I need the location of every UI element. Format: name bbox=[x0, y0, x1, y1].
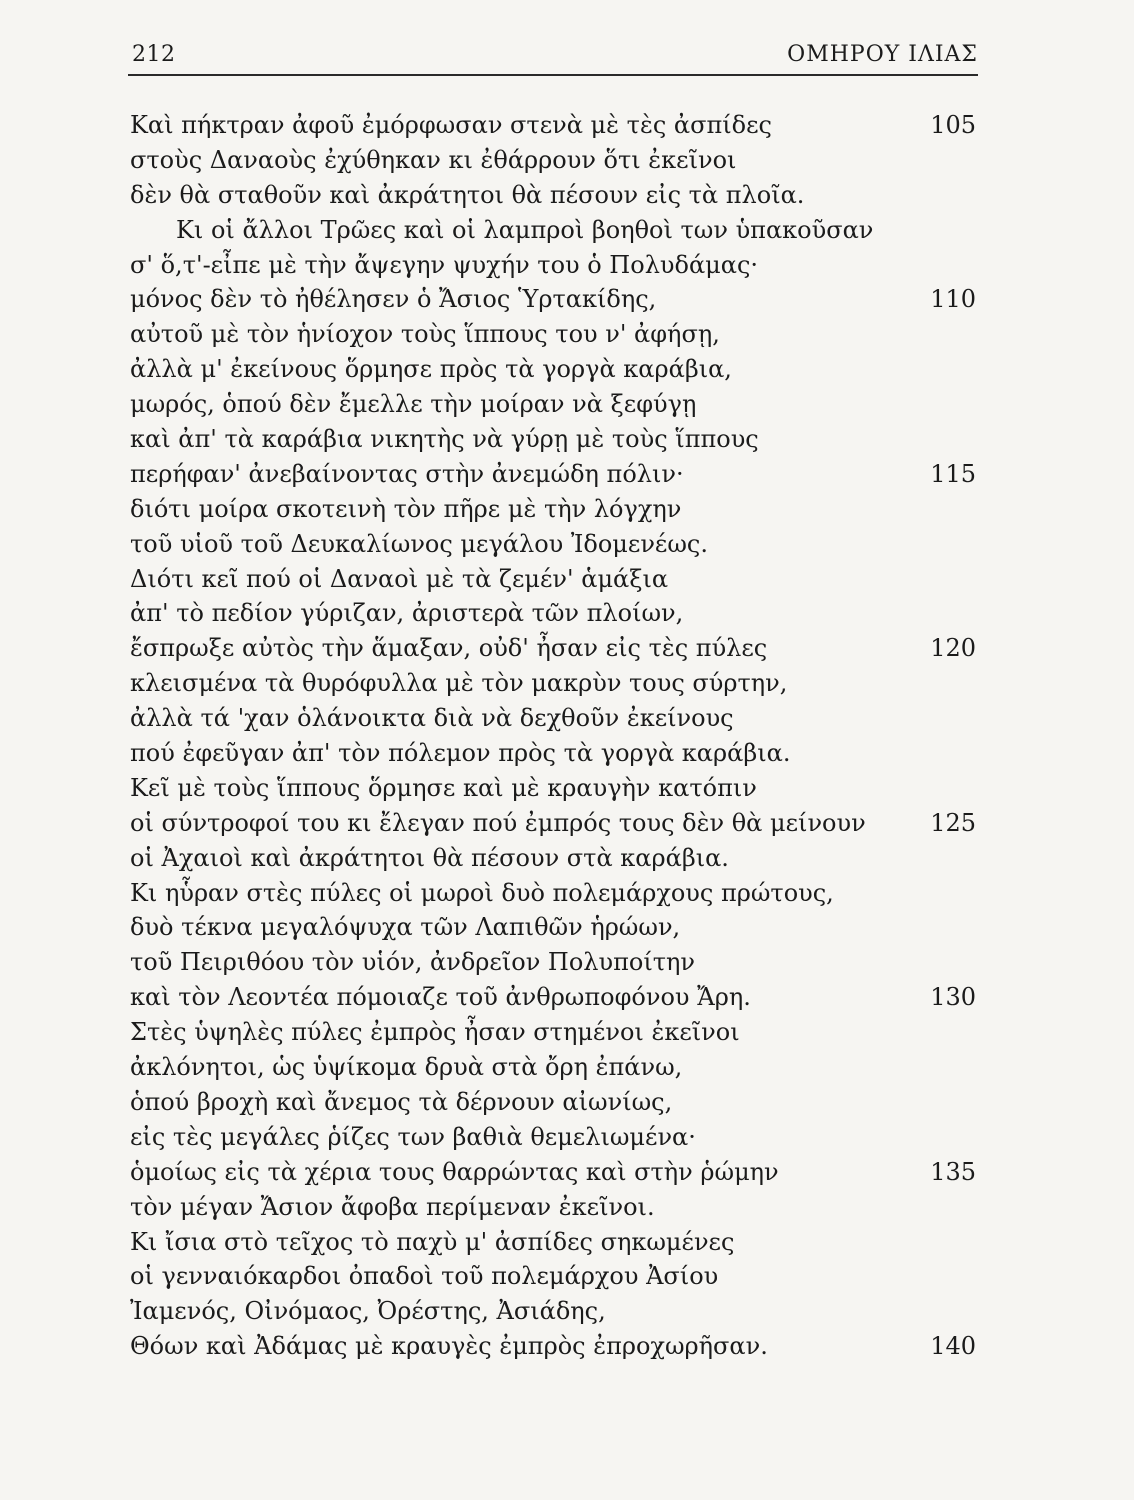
line-number: 140 bbox=[930, 1332, 976, 1361]
verse-line bbox=[130, 457, 976, 492]
verse-line bbox=[130, 701, 976, 736]
verse-text: στοὺς Δαναοὺς ἐχύθηκαν κι ἐθάρρουν ὅτι ἐκεῖνοι bbox=[130, 145, 737, 174]
verse-line bbox=[130, 980, 976, 1015]
verse-line bbox=[130, 387, 976, 422]
verse-line bbox=[130, 213, 976, 248]
line-number: 105 bbox=[930, 111, 976, 139]
verse-list bbox=[130, 108, 976, 1364]
running-title: ΟΜΗΡΟΥ ΙΛΙΑΣ bbox=[787, 42, 978, 67]
verse-text: οἱ Ἀχαιοὶ καὶ ἀκράτητοι θὰ πέσουν στὰ καράβια. bbox=[130, 843, 729, 872]
verse-text: Κι οἱ ἄλλοι Τρῶες καὶ οἱ λαμπροὶ βοηθοὶ των ὑπακοῦσαν bbox=[176, 215, 874, 244]
verse-line bbox=[130, 317, 976, 352]
verse-line bbox=[130, 1225, 976, 1260]
verse-text: Θόων καὶ Ἀδάμας μὲ κραυγὲς ἐμπρὸς ἐπροχωρῆσαν. bbox=[130, 1332, 768, 1361]
verse-text: τὸν μέγαν Ἄσιον ἄφοβα περίμεναν ἐκεῖνοι. bbox=[130, 1192, 655, 1221]
verse-line bbox=[130, 910, 976, 945]
verse-text: σ' ὅ,τ'-εἶπε μὲ τὴν ἄψεγην ψυχήν του ὁ Πολυδάμας· bbox=[130, 250, 759, 279]
verse-text: ὁπού βροχὴ καὶ ἄνεμος τὰ δέρνουν αἰωνίως, bbox=[130, 1087, 673, 1116]
verse-text: Κεῖ μὲ τοὺς ἵππους ὅρμησε καὶ μὲ κραυγὴν κατόπιν bbox=[130, 773, 757, 802]
verse-line bbox=[130, 771, 976, 806]
verse-text: τοῦ υἱοῦ τοῦ Δευκαλίωνος μεγάλου Ἰδομενέως. bbox=[130, 529, 708, 558]
verse-text: ἀλλὰ τά 'χαν ὁλάνοικτα διὰ νὰ δεχθοῦν ἐκείνους bbox=[130, 704, 734, 733]
verse-text: ὁμοίως εἰς τὰ χέρια τους θαρρώντας καὶ στὴν ῥώμην bbox=[130, 1157, 779, 1186]
verse-line bbox=[130, 841, 976, 876]
verse-text: αὐτοῦ μὲ τὸν ἡνίοχον τοὺς ἵππους του ν' ἀφήσῃ, bbox=[130, 320, 720, 349]
verse-line bbox=[130, 1050, 976, 1085]
verse-line bbox=[130, 1329, 976, 1364]
verse-line bbox=[130, 596, 976, 631]
verse-text: Κι ἴσια στὸ τεῖχος τὸ παχὺ μ' ἀσπίδες σηκωμένες bbox=[130, 1227, 735, 1256]
verse-text: ἀπ' τὸ πεδίον γύριζαν, ἀριστερὰ τῶν πλοίων, bbox=[130, 599, 684, 628]
verse-line bbox=[130, 248, 976, 283]
verse-text: ἀκλόνητοι, ὡς ὑψίκομα δρυὰ στὰ ὄρη ἐπάνω, bbox=[130, 1053, 683, 1082]
verse-line bbox=[130, 876, 976, 911]
verse-text: ἔσπρωξε αὐτὸς τὴν ἅμαξαν, οὐδ' ἦσαν εἰς τὲς πύλες bbox=[130, 634, 768, 663]
verse-line bbox=[130, 1190, 976, 1225]
header-rule bbox=[128, 74, 978, 76]
verse-line bbox=[130, 282, 976, 317]
line-number: 110 bbox=[930, 285, 976, 314]
line-number: 115 bbox=[930, 459, 976, 488]
verse-text: δὲν θὰ σταθοῦν καὶ ἀκράτητοι θὰ πέσουν εἰς τὰ πλοῖα. bbox=[130, 180, 805, 209]
verse-line bbox=[130, 1294, 976, 1329]
line-number: 130 bbox=[930, 983, 976, 1012]
page-header bbox=[128, 34, 978, 74]
verse-line bbox=[130, 352, 976, 387]
verse-text: ἀλλὰ μ' ἐκείνους ὅρμησε πρὸς τὰ γοργὰ καράβια, bbox=[130, 355, 732, 384]
verse-line bbox=[130, 562, 976, 597]
verse-text: πού ἐφεῦγαν ἀπ' τὸν πόλεμον πρὸς τὰ γοργὰ καράβια. bbox=[130, 739, 791, 768]
verse-line bbox=[130, 806, 976, 841]
verse-text: μωρός, ὁπού δὲν ἔμελλε τὴν μοίραν νὰ ξεφύγῃ bbox=[130, 390, 697, 419]
verse-text: Καὶ πήκτραν ἀφοῦ ἐμόρφωσαν στενὰ μὲ τὲς ἀσπίδες bbox=[130, 111, 772, 139]
page-number: 212 bbox=[132, 42, 176, 67]
verse-text: Στὲς ὑψηλὲς πύλες ἐμπρὸς ἦσαν στημένοι ἐκεῖνοι bbox=[130, 1018, 740, 1047]
verse-line bbox=[130, 666, 976, 701]
verse-text: Κι ηὗραν στὲς πύλες οἱ μωροὶ δυὸ πολεμάρχους πρώτους, bbox=[130, 878, 834, 907]
line-number: 125 bbox=[930, 808, 976, 837]
verse-text: εἰς τὲς μεγάλες ῥίζες των βαθιὰ θεμελιωμένα· bbox=[130, 1122, 696, 1151]
verse-line bbox=[130, 1085, 976, 1120]
line-number: 135 bbox=[930, 1157, 976, 1186]
verse-line bbox=[130, 1155, 976, 1190]
verse-text: μόνος δὲν τὸ ἠθέλησεν ὁ Ἄσιος Ὑρτακίδης, bbox=[130, 285, 657, 314]
verse-line bbox=[130, 422, 976, 457]
line-number: 120 bbox=[930, 634, 976, 663]
verse-line bbox=[130, 736, 976, 771]
verse-line bbox=[130, 108, 976, 143]
verse-text: καὶ τὸν Λεοντέα πόμοιαζε τοῦ ἀνθρωποφόνου Ἄρη. bbox=[130, 983, 751, 1012]
verse-text: καὶ ἀπ' τὰ καράβια νικητὴς νὰ γύρῃ μὲ τοὺς ἵππους bbox=[130, 425, 759, 454]
verse-text: διότι μοίρα σκοτεινὴ τὸν πῆρε μὲ τὴν λόγχην bbox=[130, 494, 682, 523]
verse-text: περήφαν' ἀνεβαίνοντας στὴν ἀνεμώδη πόλιν· bbox=[130, 459, 684, 488]
verse-line bbox=[130, 178, 976, 213]
verse-line bbox=[130, 527, 976, 562]
verse-text: οἱ σύντροφοί του κι ἔλεγαν πού ἐμπρός τους δὲν θὰ μείνουν bbox=[130, 808, 866, 837]
verse-text: δυὸ τέκνα μεγαλόψυχα τῶν Λαπιθῶν ἡρώων, bbox=[130, 913, 681, 942]
verse-line bbox=[130, 631, 976, 666]
verse-text: Διότι κεῖ πού οἱ Δαναοὶ μὲ τὰ ζεμέν' ἁμάξια bbox=[130, 564, 669, 593]
verse-line bbox=[130, 945, 976, 980]
verse-line bbox=[130, 1259, 976, 1294]
verse-text: κλεισμένα τὰ θυρόφυλλα μὲ τὸν μακρὺν τους σύρτην, bbox=[130, 669, 788, 698]
verse-line bbox=[130, 143, 976, 178]
verse-line bbox=[130, 492, 976, 527]
verse-text: οἱ γενναιόκαρδοι ὀπαδοὶ τοῦ πολεμάρχου Ἀσίου bbox=[130, 1262, 719, 1291]
verse-line bbox=[130, 1015, 976, 1050]
verse-line bbox=[130, 1120, 976, 1155]
verse-text: τοῦ Πειριθόου τὸν υἱόν, ἀνδρεῖον Πολυποίτην bbox=[130, 948, 695, 977]
verse-text: Ἰαμενός, Οἰνόμαος, Ὀρέστης, Ἀσιάδης, bbox=[130, 1297, 606, 1326]
